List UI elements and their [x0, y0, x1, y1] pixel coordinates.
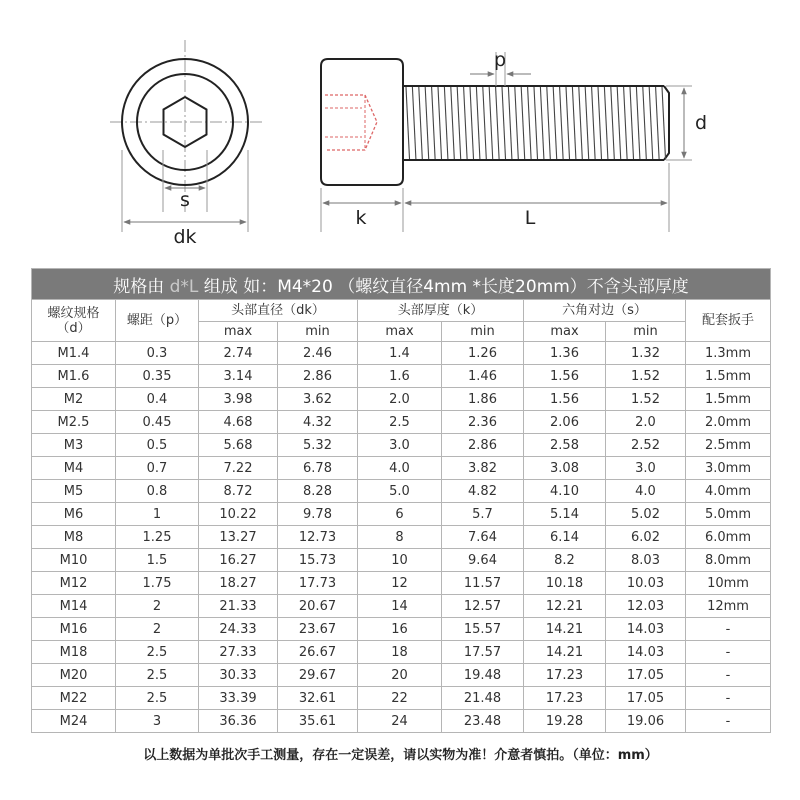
label-p: p: [493, 49, 507, 71]
table-cell: 4.82: [442, 480, 524, 503]
table-cell: 2.5: [116, 664, 199, 687]
table-cell: 9.64: [442, 549, 524, 572]
table-cell: 1.5mm: [686, 388, 771, 411]
table-cell: 1.46: [442, 365, 524, 388]
table-cell: 13.27: [199, 526, 278, 549]
table-cell: 2.36: [442, 411, 524, 434]
table-cell: 33.39: [199, 687, 278, 710]
table-cell: 2.5: [116, 687, 199, 710]
table-cell: 10.22: [199, 503, 278, 526]
header-pitch: 螺距（p）: [116, 300, 199, 342]
table-cell: 1: [116, 503, 199, 526]
table-cell: 11.57: [442, 572, 524, 595]
table-cell: 1.56: [524, 388, 606, 411]
table-cell: 16: [358, 618, 442, 641]
table-cell: 3.98: [199, 388, 278, 411]
table-cell: M18: [32, 641, 116, 664]
table-row: [32, 595, 771, 618]
table-cell: 16.27: [199, 549, 278, 572]
header-min: min: [442, 322, 524, 342]
spec-table: [31, 268, 771, 733]
table-cell: 35.61: [278, 710, 358, 733]
table-cell: 2.0mm: [686, 411, 771, 434]
table-cell: 5.7: [442, 503, 524, 526]
header-thread-spec: [32, 300, 116, 342]
table-cell: 6.0mm: [686, 526, 771, 549]
table-cell: 12.73: [278, 526, 358, 549]
table-cell: 2.58: [524, 434, 606, 457]
table-cell: 23.67: [278, 618, 358, 641]
table-cell: 1.3mm: [686, 342, 771, 365]
table-cell: 12mm: [686, 595, 771, 618]
table-cell: 5.0: [358, 480, 442, 503]
table-row: [32, 503, 771, 526]
table-cell: 14.21: [524, 618, 606, 641]
table-row: [32, 365, 771, 388]
table-cell: 4.32: [278, 411, 358, 434]
table-cell: -: [686, 687, 771, 710]
table-cell: 3.0mm: [686, 457, 771, 480]
table-cell: 14: [358, 595, 442, 618]
table-cell: 4.10: [524, 480, 606, 503]
table-cell: 1.56: [524, 365, 606, 388]
table-cell: M4: [32, 457, 116, 480]
table-title-row: [32, 269, 771, 300]
header-head-thickness: 头部厚度（k）: [358, 300, 524, 322]
table-cell: M16: [32, 618, 116, 641]
table-cell: 24: [358, 710, 442, 733]
table-cell: -: [686, 641, 771, 664]
table-cell: 10.18: [524, 572, 606, 595]
table-cell: 3.82: [442, 457, 524, 480]
thread-lines: [406, 87, 666, 159]
table-cell: 3: [116, 710, 199, 733]
table-cell: 36.36: [199, 710, 278, 733]
table-cell: 2.0: [606, 411, 686, 434]
table-cell: 30.33: [199, 664, 278, 687]
table-cell: 1.26: [442, 342, 524, 365]
table-cell: 1.32: [606, 342, 686, 365]
table-cell: 14.21: [524, 641, 606, 664]
table-cell: 26.67: [278, 641, 358, 664]
table-cell: M3: [32, 434, 116, 457]
table-cell: 10mm: [686, 572, 771, 595]
table-cell: 1.75: [116, 572, 199, 595]
label-d: d: [694, 112, 708, 134]
table-cell: 12.03: [606, 595, 686, 618]
table-cell: 6.14: [524, 526, 606, 549]
table-cell: 8: [358, 526, 442, 549]
table-cell: 0.5: [116, 434, 199, 457]
table-cell: 19.48: [442, 664, 524, 687]
table-cell: 15.57: [442, 618, 524, 641]
table-cell: 1.25: [116, 526, 199, 549]
table-cell: 1.52: [606, 365, 686, 388]
table-cell: 7.22: [199, 457, 278, 480]
header-wrench: 配套扳手: [686, 300, 771, 342]
table-cell: 4.0: [606, 480, 686, 503]
screw-side-view: [321, 49, 707, 232]
table-cell: 18: [358, 641, 442, 664]
table-cell: 1.86: [442, 388, 524, 411]
table-cell: 5.14: [524, 503, 606, 526]
table-cell: 17.57: [442, 641, 524, 664]
table-cell: M1.6: [32, 365, 116, 388]
table-cell: 20: [358, 664, 442, 687]
table-cell: 5.32: [278, 434, 358, 457]
label-dk: dk: [173, 226, 197, 248]
table-cell: 0.3: [116, 342, 199, 365]
table-cell: 4.68: [199, 411, 278, 434]
table-cell: 17.05: [606, 687, 686, 710]
table-cell: 19.28: [524, 710, 606, 733]
table-cell: M20: [32, 664, 116, 687]
table-cell: 32.61: [278, 687, 358, 710]
table-cell: 8.72: [199, 480, 278, 503]
table-row: [32, 710, 771, 733]
table-cell: 3.0: [358, 434, 442, 457]
table-cell: 7.64: [442, 526, 524, 549]
table-cell: M12: [32, 572, 116, 595]
table-cell: 12.57: [442, 595, 524, 618]
table-cell: 4.0mm: [686, 480, 771, 503]
table-cell: M2: [32, 388, 116, 411]
table-cell: 21.48: [442, 687, 524, 710]
table-cell: M10: [32, 549, 116, 572]
table-cell: 1.4: [358, 342, 442, 365]
table-row: [32, 641, 771, 664]
table-cell: M6: [32, 503, 116, 526]
table-cell: 2.52: [606, 434, 686, 457]
table-row: [32, 411, 771, 434]
table-row: [32, 526, 771, 549]
table-cell: 2: [116, 618, 199, 641]
table-cell: 17.73: [278, 572, 358, 595]
table-cell: 18.27: [199, 572, 278, 595]
header-min: min: [606, 322, 686, 342]
title-prefix: 规格由: [113, 276, 170, 297]
table-cell: -: [686, 710, 771, 733]
screw-dimension-diagram: [0, 0, 800, 262]
label-L: L: [524, 207, 536, 229]
table-row: [32, 457, 771, 480]
table-cell: 5.68: [199, 434, 278, 457]
table-row: [32, 618, 771, 641]
table-cell: -: [686, 618, 771, 641]
label-k: k: [355, 207, 367, 229]
table-cell: 14.03: [606, 618, 686, 641]
table-cell: 2.46: [278, 342, 358, 365]
table-cell: 17.23: [524, 664, 606, 687]
table-cell: M2.5: [32, 411, 116, 434]
table-cell: 9.78: [278, 503, 358, 526]
head-top-view: [110, 40, 262, 248]
header-head-diameter: 头部直径（dk）: [199, 300, 358, 322]
table-cell: 27.33: [199, 641, 278, 664]
title-highlight: d*L: [169, 276, 199, 297]
table-cell: 23.48: [442, 710, 524, 733]
table-body: [32, 342, 771, 733]
table-cell: 10: [358, 549, 442, 572]
table-cell: 20.67: [278, 595, 358, 618]
table-cell: 29.67: [278, 664, 358, 687]
table-cell: 1.6: [358, 365, 442, 388]
table-row: [32, 480, 771, 503]
table-cell: 15.73: [278, 549, 358, 572]
table-cell: 3.62: [278, 388, 358, 411]
header-max: max: [199, 322, 278, 342]
table-cell: M22: [32, 687, 116, 710]
table-cell: 2.74: [199, 342, 278, 365]
table-cell: 17.05: [606, 664, 686, 687]
table-cell: 0.35: [116, 365, 199, 388]
table-cell: 24.33: [199, 618, 278, 641]
table-cell: 3.08: [524, 457, 606, 480]
table-cell: 2.5: [116, 641, 199, 664]
label-s: s: [180, 189, 190, 211]
table-cell: M1.4: [32, 342, 116, 365]
header-row: [32, 300, 771, 322]
table-cell: 6.78: [278, 457, 358, 480]
header-thread-spec-line1: 螺纹规格: [47, 305, 100, 321]
table-cell: 19.06: [606, 710, 686, 733]
table-cell: 0.45: [116, 411, 199, 434]
table-cell: 2.86: [278, 365, 358, 388]
title-suffix: 组成 如：M4*20 （螺纹直径4mm *长度20mm）不含头部厚度: [198, 276, 689, 297]
table-cell: -: [686, 664, 771, 687]
table-cell: 0.4: [116, 388, 199, 411]
table-cell: 21.33: [199, 595, 278, 618]
header-max: max: [358, 322, 442, 342]
table-title: [32, 269, 771, 300]
table-cell: 12: [358, 572, 442, 595]
table-cell: 12.21: [524, 595, 606, 618]
table-cell: 8.03: [606, 549, 686, 572]
table-cell: 14.03: [606, 641, 686, 664]
table-cell: 5.0mm: [686, 503, 771, 526]
table-cell: 2.5mm: [686, 434, 771, 457]
table-cell: M24: [32, 710, 116, 733]
table-cell: 17.23: [524, 687, 606, 710]
table-cell: M5: [32, 480, 116, 503]
table-cell: 1.5: [116, 549, 199, 572]
table-cell: 4.0: [358, 457, 442, 480]
footnote: 以上数据为单批次手工测量，存在一定误差，请以实物为准！介意者慎拍。（单位：mm）: [143, 748, 658, 763]
table-cell: M8: [32, 526, 116, 549]
table-row: [32, 687, 771, 710]
table-row: [32, 664, 771, 687]
header-thread-spec-line2: （d）: [56, 320, 91, 336]
table-cell: 3.14: [199, 365, 278, 388]
header-min: min: [278, 322, 358, 342]
table-cell: 2.06: [524, 411, 606, 434]
header-max: max: [524, 322, 606, 342]
header-hex-across-flats: 六角对边（s）: [524, 300, 686, 322]
table-cell: 8.28: [278, 480, 358, 503]
table-cell: M14: [32, 595, 116, 618]
table-cell: 0.8: [116, 480, 199, 503]
table-cell: 2.0: [358, 388, 442, 411]
table-cell: 8.0mm: [686, 549, 771, 572]
table-cell: 1.5mm: [686, 365, 771, 388]
table-cell: 2.86: [442, 434, 524, 457]
table-row: [32, 434, 771, 457]
table-cell: 2.5: [358, 411, 442, 434]
table-cell: 8.2: [524, 549, 606, 572]
table-row: [32, 549, 771, 572]
table-cell: 22: [358, 687, 442, 710]
table-cell: 1.52: [606, 388, 686, 411]
table-cell: 1.36: [524, 342, 606, 365]
table-row: [32, 572, 771, 595]
table-row: [32, 342, 771, 365]
table-cell: 6.02: [606, 526, 686, 549]
table-cell: 6: [358, 503, 442, 526]
table-cell: 5.02: [606, 503, 686, 526]
table-cell: 2: [116, 595, 199, 618]
table-cell: 3.0: [606, 457, 686, 480]
table-cell: 0.7: [116, 457, 199, 480]
table-cell: 10.03: [606, 572, 686, 595]
table-row: [32, 388, 771, 411]
